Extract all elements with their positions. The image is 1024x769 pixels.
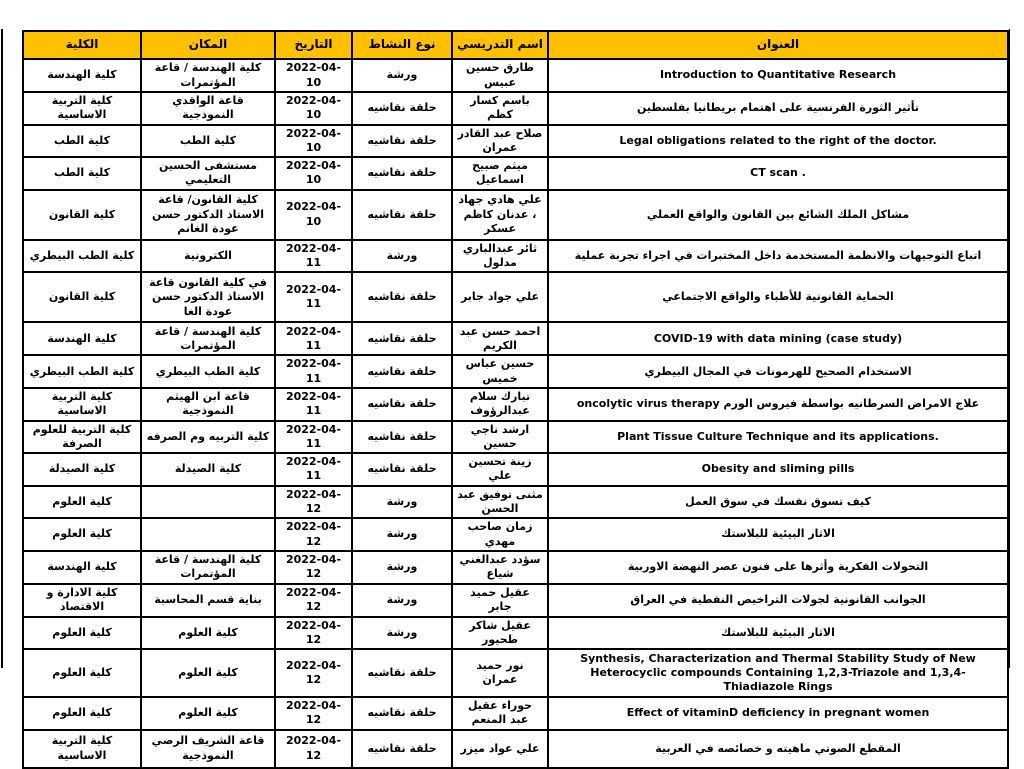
table-row (23, 697, 1008, 730)
cell-place: بناية قسم المحاسبة (141, 584, 275, 617)
cell-title: كيف تسوق نفسك في سوق العمل (548, 486, 1008, 519)
cell-title: CT scan . (548, 157, 1008, 190)
cell-activity: حلقة نقاشيه (352, 272, 452, 322)
cell-activity: ورشة (352, 240, 452, 273)
cell-instructor: صلاح عبد القادر عمران (452, 125, 548, 158)
cell-date: 2022-04-10 (275, 92, 352, 125)
table-row (23, 355, 1008, 388)
cell-activity: حلقة نقاشيه (352, 92, 452, 125)
cell-title: الاستخدام الصحيح للهرمونات في المجال البيطري (548, 355, 1008, 388)
cell-date: 2022-04-11 (275, 453, 352, 486)
cell-title: Obesity and sliming pills (548, 453, 1008, 486)
cell-college: كلية القانون (23, 272, 141, 322)
column-header-instructor: اسم التدريسي (452, 31, 548, 59)
cell-activity: حلقة نقاشيه (352, 453, 452, 486)
cell-date: 2022-04-10 (275, 59, 352, 92)
cell-college: كلية الطب البيطري (23, 240, 141, 273)
cell-activity: ورشة (352, 59, 452, 92)
table-row (23, 59, 1008, 92)
table-row (23, 157, 1008, 190)
cell-college: كلية العلوم (23, 518, 141, 551)
cell-place: كلية العلوم (141, 617, 275, 650)
cell-activity: ورشة (352, 486, 452, 519)
cell-instructor: ارشد ناجي حسين (452, 421, 548, 454)
cell-college: كلية الطب البيطري (23, 355, 141, 388)
cell-date: 2022-04-10 (275, 157, 352, 190)
page-edge-line-left (1, 29, 3, 668)
cell-date: 2022-04-12 (275, 518, 352, 551)
cell-college: كلية القانون (23, 190, 141, 240)
cell-date: 2022-04-11 (275, 322, 352, 355)
cell-place: كلية الطب (141, 125, 275, 158)
cell-title: COVID-19 with data mining (case study) (548, 322, 1008, 355)
table-row (23, 240, 1008, 273)
table-row (23, 730, 1008, 768)
cell-place: كلية القانون/ قاعة الاستاذ الدكتور حسن عودة الغانم (141, 190, 275, 240)
cell-title: Plant Tissue Culture Technique and its applications. (548, 421, 1008, 454)
table-row (23, 92, 1008, 125)
table-row (23, 551, 1008, 584)
column-header-college: الكلية (23, 31, 141, 59)
cell-title: Synthesis, Characterization and Thermal Stability Study of New Heterocyclic compounds Containing 1,2,3-Triazole and 1,3,4- Thiadiazole Rings (548, 649, 1008, 697)
cell-place: كلية الهندسة / قاعة المؤتمرات (141, 551, 275, 584)
cell-instructor: زمان صاحب مهدي (452, 518, 548, 551)
cell-place: مستشفى الحسين التعليمي (141, 157, 275, 190)
cell-instructor: علي عواد ميزر (452, 730, 548, 768)
cell-date: 2022-04-12 (275, 617, 352, 650)
cell-place: كلية الهندسة / قاعة المؤتمرات (141, 322, 275, 355)
cell-college: كلية الهندسة (23, 551, 141, 584)
cell-title: التحولات الفكرية وأثرها على فنون عصر النهضة الاوربية (548, 551, 1008, 584)
cell-place (141, 486, 275, 519)
table-row (23, 617, 1008, 650)
cell-date: 2022-04-12 (275, 584, 352, 617)
cell-instructor: طارق حسين عبيس (452, 59, 548, 92)
cell-college: كلية العلوم (23, 617, 141, 650)
cell-activity: حلقة نقاشيه (352, 355, 452, 388)
column-header-activity: نوع النشاط (352, 31, 452, 59)
table-row (23, 421, 1008, 454)
cell-activity: حلقة نقاشيه (352, 322, 452, 355)
table-row (23, 125, 1008, 158)
cell-title: Effect of vitaminD deficiency in pregnant women (548, 697, 1008, 730)
cell-college: كلية الادارة و الاقتصاد (23, 584, 141, 617)
cell-college: كلية الطب (23, 157, 141, 190)
cell-date: 2022-04-12 (275, 649, 352, 697)
cell-title: مشاكل الملك الشائع بين القانون والواقع العملي (548, 190, 1008, 240)
events-table (22, 30, 1009, 769)
cell-date: 2022-04-11 (275, 272, 352, 322)
cell-instructor: باسم كسار كظم (452, 92, 548, 125)
cell-college: كلية التربية للعلوم الصرفة (23, 421, 141, 454)
cell-place: في كلية القانون قاعة الاستاذ الدكتور حسن عودة الغا (141, 272, 275, 322)
table-body (23, 59, 1008, 768)
cell-date: 2022-04-12 (275, 486, 352, 519)
cell-college: كلية الصيدلة (23, 453, 141, 486)
cell-place: قاعة الشريف الرضي النموذجية (141, 730, 275, 768)
cell-title: Legal obligations related to the right of the doctor. (548, 125, 1008, 158)
cell-title: اتباع التوجيهات والانظمة المستخدمة داخل المختبرات في اجراء تجربة عملية (548, 240, 1008, 273)
cell-title: المقطع الصوتي ماهيته و خصائصه في العربية (548, 730, 1008, 768)
cell-activity: حلقة نقاشيه (352, 697, 452, 730)
column-header-place: المكان (141, 31, 275, 59)
cell-instructor: علي جواد جابر (452, 272, 548, 322)
table-row (23, 649, 1008, 697)
cell-instructor: عقيل شاكر طحيور (452, 617, 548, 650)
cell-instructor: حسين عباس خميس (452, 355, 548, 388)
table-row (23, 486, 1008, 519)
page-edge-line-right (1009, 29, 1010, 668)
cell-activity: حلقة نقاشيه (352, 125, 452, 158)
cell-college: كلية التربية الاساسية (23, 92, 141, 125)
cell-place: كلية العلوم (141, 697, 275, 730)
cell-instructor: زينة تحسين علي (452, 453, 548, 486)
cell-college: كلية العلوم (23, 649, 141, 697)
column-header-date: التاريخ (275, 31, 352, 59)
cell-activity: حلقة نقاشيه (352, 190, 452, 240)
cell-date: 2022-04-10 (275, 125, 352, 158)
cell-date: 2022-04-11 (275, 388, 352, 421)
cell-activity: ورشة (352, 551, 452, 584)
cell-instructor: حوراء عقيل عبد المنعم (452, 697, 548, 730)
table-row (23, 272, 1008, 322)
table-row (23, 453, 1008, 486)
cell-instructor: نور حميد عمران (452, 649, 548, 697)
cell-instructor: ميثم صبيح اسماعيل (452, 157, 548, 190)
cell-activity: حلقة نقاشيه (352, 421, 452, 454)
cell-place: كلية الصيدلة (141, 453, 275, 486)
cell-college: كلية العلوم (23, 697, 141, 730)
cell-title: تأثير الثورة الفرنسية على اهتمام بريطانيا بفلسطين (548, 92, 1008, 125)
cell-instructor: احمد حسن عبد الكريم (452, 322, 548, 355)
cell-college: كلية العلوم (23, 486, 141, 519)
cell-activity: ورشة (352, 584, 452, 617)
cell-college: كلية الهندسة (23, 322, 141, 355)
cell-activity: حلقة نقاشيه (352, 157, 452, 190)
cell-place: كلية الهندسة / قاعة المؤتمرات (141, 59, 275, 92)
cell-title: الاثار البيئية للبلاستك (548, 518, 1008, 551)
cell-activity: حلقة نقاشيه (352, 730, 452, 768)
cell-place: كلية التربيه وم الصرفه (141, 421, 275, 454)
cell-title: الاثار البيئية للبلاستك (548, 617, 1008, 650)
table-row (23, 190, 1008, 240)
table-header-row (23, 31, 1008, 59)
cell-title: علاج الامراض السرطانيه بواسطة فيروس الورم oncolytic virus therapy (548, 388, 1008, 421)
cell-instructor: عقيل حميد جابر (452, 584, 548, 617)
cell-instructor: ثائر عبدالباري مدلول (452, 240, 548, 273)
cell-college: كلية التربية الاساسية (23, 388, 141, 421)
cell-instructor: علي هادي جهاد ، عدنان كاظم عسكر (452, 190, 548, 240)
cell-place: كلية الطب البيطري (141, 355, 275, 388)
cell-instructor: تبارك سلام عبدالرؤوف (452, 388, 548, 421)
cell-college: كلية الطب (23, 125, 141, 158)
cell-title: الجوانب القانونية لجولات التراخيص النفطية في العراق (548, 584, 1008, 617)
cell-place: قاعة الواقدي النموذجية (141, 92, 275, 125)
cell-date: 2022-04-12 (275, 730, 352, 768)
cell-instructor: مثنى توفيق عبد الحسن (452, 486, 548, 519)
cell-instructor: سؤدد عبدالغني شياع (452, 551, 548, 584)
cell-date: 2022-04-10 (275, 190, 352, 240)
column-header-title: العنوان (548, 31, 1008, 59)
cell-place: كلية العلوم (141, 649, 275, 697)
cell-date: 2022-04-11 (275, 421, 352, 454)
cell-title: الحماية القانونية للأطباء والواقع الاجتماعي (548, 272, 1008, 322)
table-row (23, 322, 1008, 355)
table-row (23, 584, 1008, 617)
cell-activity: حلقة نقاشيه (352, 649, 452, 697)
cell-date: 2022-04-12 (275, 551, 352, 584)
cell-date: 2022-04-11 (275, 240, 352, 273)
cell-activity: ورشة (352, 617, 452, 650)
cell-place (141, 518, 275, 551)
table-row (23, 388, 1008, 421)
cell-college: كلية التربية الاساسية (23, 730, 141, 768)
cell-activity: حلقة نقاشيه (352, 388, 452, 421)
cell-college: كلية الهندسة (23, 59, 141, 92)
cell-title: Introduction to Quantitative Research (548, 59, 1008, 92)
cell-activity: ورشة (352, 518, 452, 551)
cell-date: 2022-04-12 (275, 697, 352, 730)
cell-place: الكترونية (141, 240, 275, 273)
table-row (23, 518, 1008, 551)
cell-date: 2022-04-11 (275, 355, 352, 388)
cell-place: قاعة ابن الهيثم النموذجية (141, 388, 275, 421)
